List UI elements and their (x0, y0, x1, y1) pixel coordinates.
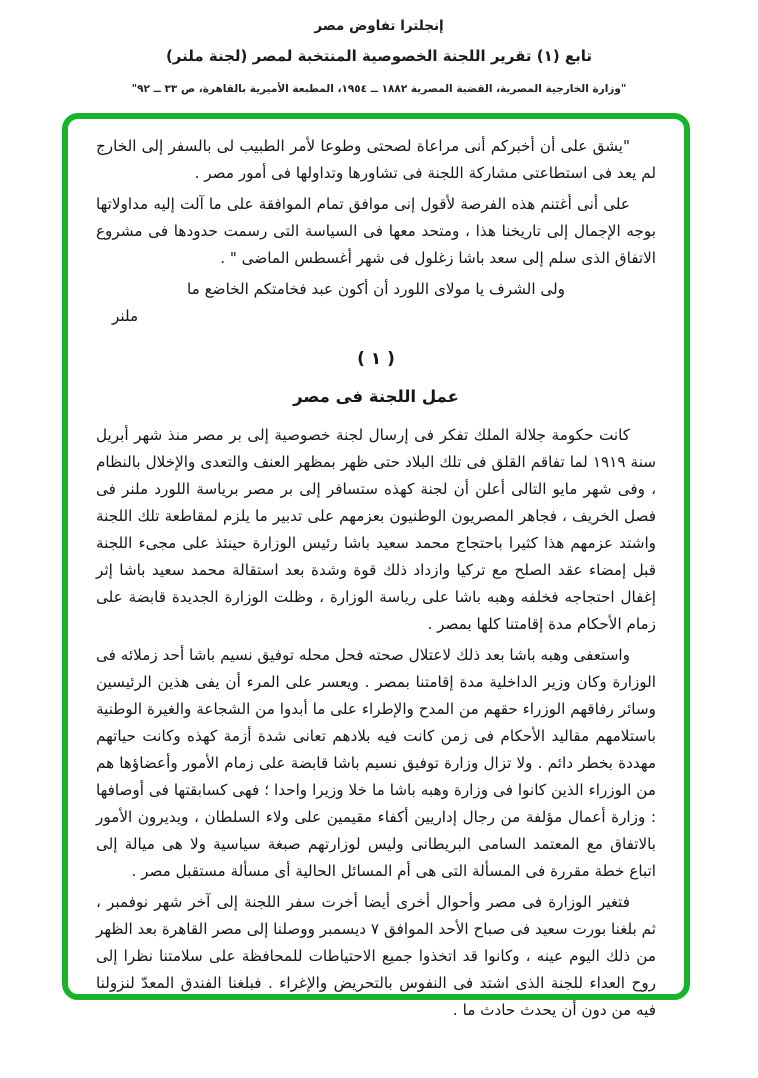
source-citation: "وزارة الخارجية المصرية، القضية المصرية ١٨٨٢ ــ ١٩٥٤، المطبعة الأميرية بالقاهرة، ص ٣٣ ــ ٩٢" (131, 83, 627, 96)
body-paragraph-1: كانت حكومة جلالة الملك تفكر فى إرسال لجنة خصوصية إلى بر مصر منذ شهر أبريل سنة ١٩١٩ لما تفاقم القلق فى تلك البلاد حتى ظهر بمظهر العنف والتعدى والإخلال بالنظام ، وفى شهر مايو التالى أعلن أن لجنة كهذه ستسافر إلى بر مصر برياسة اللورد ملنر فى فصل الخريف ، فجاهر المصريون الوطنيون بعزمهم على تدبير ما يلزم لمقاطعة تلك اللجنة واشتد عزمهم هذا كثيرا باحتجاج محمد سعيد باشا رئيس الوزارة حينئذ على مجىء اللجنة قبل إمضاء عقد الصلح مع تركيا وازداد ذلك قوة وشدة بعد استقالة محمد سعيد باشا إثر إغفال احتجاجه فخلفه وهبه باشا على رياسة الوزارة ، وظلت الوزارة الجديدة قابضة على زمام الأحكام مدة إقامتنا كلها بمصر . (96, 426, 656, 633)
quote-paragraph-2: على أنى أغتنم هذه الفرصة لأقول إنى موافق تمام الموافقة على ما آلت إليه مداولاتها بوجه الإجمال إلى تاريخنا هذا ، ومتحد معها فى السياسة التى رسمت حدودها فى مشروع الاتفاق الذى سلم إلى سعد باشا زغلول فى شهر أغسطس الماضى " . (96, 195, 656, 267)
honorific-line: ولى الشرف يا مولاى اللورد أن أكون عبد فخامتكم الخاضع ما (187, 280, 565, 298)
page-title: إنجلترا تفاوض مصر (314, 18, 444, 34)
page-header (0, 16, 758, 95)
document-body (68, 119, 684, 1024)
report-subtitle: تابع (١) تقرير اللجنة الخصوصية المنتخبة لمصر (لجنة ملنر) (165, 46, 593, 65)
section-number: ( ١ ) (357, 349, 395, 369)
green-border-frame (62, 113, 690, 1019)
signature-milner: ملنر (112, 307, 139, 325)
quote-paragraph-1: "يشق على أن أخبركم أنى مراعاة لصحتى وطوعا لأمر الطبيب لى بالسفر إلى الخارج لم يعد فى استطاعتى مشاركة اللجنة فى تشاورها وتداولها فى أمور مصر . (96, 137, 656, 182)
body-paragraph-2: واستعفى وهبه باشا بعد ذلك لاعتلال صحته فحل محله توفيق نسيم باشا أحد زملائه فى الوزارة وكان وزير الداخلية مدة إقامتنا بمصر . ويعسر على المرء أن يفى هذين الرئيسين وسائر رفاقهم الوزراء حقهم من المدح والإطراء على ما أبدوا من الشجاعة والغيرة الوطنية باستلامهم مقاليد الأحكام فى زمن كانت فيه بلادهم تعانى شدة أزمة كهذه وكانت حياتهم مهددة بخطر دائم . ولا تزال وزارة توفيق نسيم باشا قابضة على زمام الأمور وأعضاؤها هم من الوزراء الذين كانوا فى وزارة وهبه باشا ما خلا وزيرا واحدا ؛ فهى كسابقتها فى أوصافها : وزارة أعمال مؤلفة من رجال إداريين أكفاء مقيمين على ولاء السلطان ، ويديرون الأمور بالاتفاق مع المعتمد السامى البريطانى وليس لوزارتهم صبغة سياسية ولا هى ميالة إلى اتباع خطة مقررة فى المسألة التى هى أم المسائل الحالية أى مسألة مستقبل مصر . (96, 646, 656, 880)
section-title: عمل اللجنة فى مصر (293, 387, 459, 406)
body-paragraph-3: فتغير الوزارة فى مصر وأحوال أخرى أيضا أخرت سفر اللجنة إلى آخر شهر نوفمبر ، ثم بلغنا بورت سعيد فى صباح الأحد الموافق ٧ ديسمبر ووصلنا إلى مصر القاهرة بعد الظهر من ذلك اليوم عينه ، وكانوا قد اتخذوا جميع الاحتياطات للمحافظة على سلامتنا نظرا إلى روح العداء للجنة الذى اشتد فى النفوس بالتحريض والإغراء . فبلغنا الفندق المعدّ لنزولنا فيه من دون أن يحدث حادث ما . (96, 893, 656, 1019)
